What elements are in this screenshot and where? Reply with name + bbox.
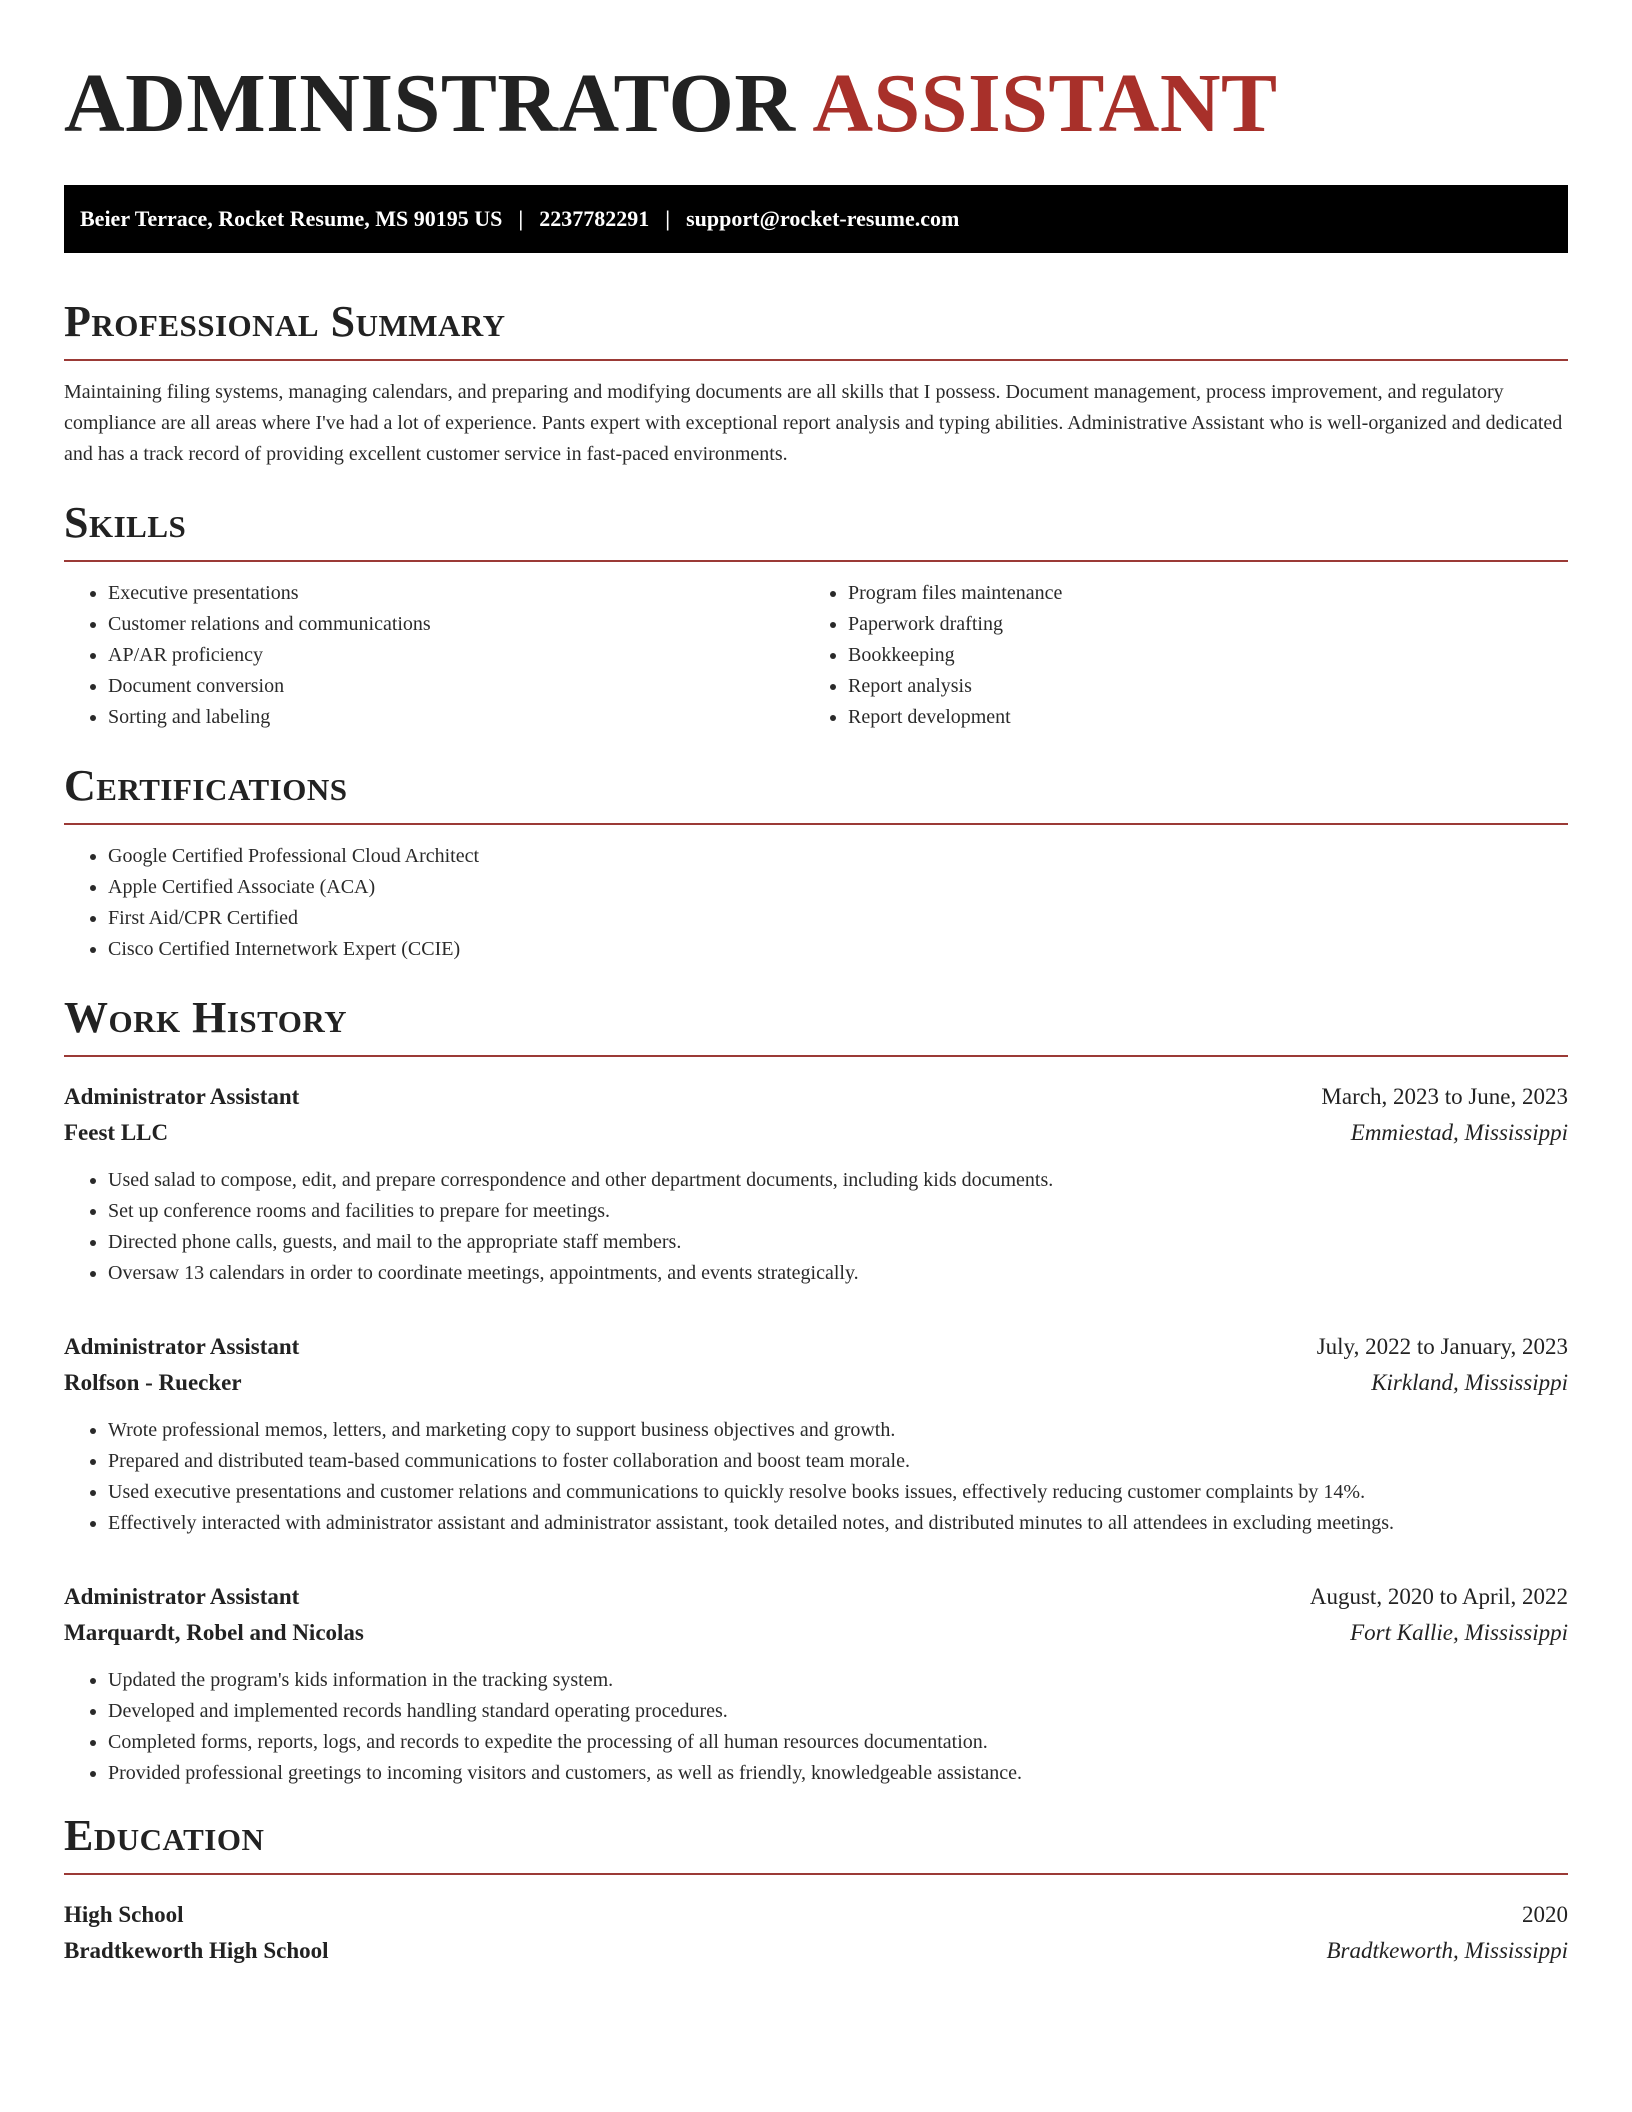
job-entry xyxy=(64,1329,1568,1539)
job-header-row xyxy=(64,1079,1568,1115)
list-item: • Prepared and distributed team-based communications to foster collaboration and boost team morale. xyxy=(108,1446,1568,1477)
job-header-row xyxy=(64,1579,1568,1615)
job-entry xyxy=(64,1579,1568,1789)
list-item: • Executive presentations xyxy=(108,578,804,609)
list-item: • First Aid/CPR Certified xyxy=(108,903,1568,934)
education-year: 2020 xyxy=(1522,1902,1568,1927)
list-item: • Customer relations and communications xyxy=(108,609,804,640)
certifications-section xyxy=(64,761,1568,965)
job-entry xyxy=(64,1079,1568,1289)
job-bullets xyxy=(64,1665,1568,1789)
contact-separator: | xyxy=(665,206,671,231)
job-role: Administrator Assistant xyxy=(64,1084,300,1109)
education-degree: High School xyxy=(64,1902,184,1927)
list-item: • Directed phone calls, guests, and mail to the appropriate staff members. xyxy=(108,1227,1568,1258)
education-location: Bradtkeworth, Mississippi xyxy=(1326,1938,1568,1963)
job-company: Rolfson - Ruecker xyxy=(64,1370,242,1395)
list-item: • Sorting and labeling xyxy=(108,702,804,733)
list-item: • Document conversion xyxy=(108,671,804,702)
list-item: • Oversaw 13 calendars in order to coordinate meetings, appointments, and events strategically. xyxy=(108,1258,1568,1289)
summary-section xyxy=(64,297,1568,470)
education-header-row xyxy=(64,1897,1568,1933)
list-item: • Effectively interacted with administrator assistant and administrator assistant, took detailed notes, and distributed minutes to all attendees in excluding meetings. xyxy=(108,1508,1568,1539)
contact-phone: 2237782291 xyxy=(539,206,650,231)
list-item: • Program files maintenance xyxy=(848,578,1564,609)
list-item: • Report development xyxy=(848,702,1564,733)
job-company-row xyxy=(64,1115,1568,1151)
education-section xyxy=(64,1811,1568,1969)
list-item: • AP/AR proficiency xyxy=(108,640,804,671)
name-last: ASSISTANT xyxy=(812,57,1278,150)
resume-name xyxy=(64,56,1568,152)
education-school: Bradtkeworth High School xyxy=(64,1938,329,1963)
job-dates: March, 2023 to June, 2023 xyxy=(1321,1084,1568,1109)
skills-grid xyxy=(64,562,1568,733)
contact-email: support@rocket-resume.com xyxy=(686,206,960,231)
list-item: • Updated the program's kids information in the tracking system. xyxy=(108,1665,1568,1696)
name-first: ADMINISTRATOR xyxy=(64,57,796,150)
skills-list-right xyxy=(804,578,1564,733)
job-bullets xyxy=(64,1165,1568,1289)
list-item: • Bookkeeping xyxy=(848,640,1564,671)
list-item: • Report analysis xyxy=(848,671,1564,702)
contact-bar xyxy=(64,185,1568,253)
list-item: • Used salad to compose, edit, and prepare correspondence and other department documents, including kids documents. xyxy=(108,1165,1568,1196)
list-item: • Completed forms, reports, logs, and records to expedite the processing of all human resources documentation. xyxy=(108,1727,1568,1758)
job-company-row xyxy=(64,1365,1568,1401)
job-bullets xyxy=(64,1415,1568,1539)
section-divider xyxy=(64,823,1568,825)
education-school-row xyxy=(64,1933,1568,1969)
job-role: Administrator Assistant xyxy=(64,1334,300,1359)
skills-section xyxy=(64,498,1568,733)
job-location: Fort Kallie, Mississippi xyxy=(1350,1620,1568,1645)
contact-separator: | xyxy=(518,206,524,231)
job-dates: August, 2020 to April, 2022 xyxy=(1309,1584,1568,1609)
section-divider xyxy=(64,1873,1568,1875)
list-item: • Provided professional greetings to incoming visitors and customers, as well as friendly, knowledgeable assistance. xyxy=(108,1758,1568,1789)
job-dates: July, 2022 to January, 2023 xyxy=(1316,1334,1568,1359)
list-item: • Google Certified Professional Cloud Architect xyxy=(108,841,1568,872)
list-item: • Developed and implemented records handling standard operating procedures. xyxy=(108,1696,1568,1727)
list-item: • Set up conference rooms and facilities to prepare for meetings. xyxy=(108,1196,1568,1227)
list-item: • Apple Certified Associate (ACA) xyxy=(108,872,1568,903)
contact-address: Beier Terrace, Rocket Resume, MS 90195 US xyxy=(80,206,503,231)
section-title-work-history: Work History xyxy=(64,993,348,1042)
section-title-education: Education xyxy=(64,1811,265,1860)
certifications-list xyxy=(64,841,1568,965)
work-history-section xyxy=(64,993,1568,1789)
section-title-summary: Professional Summary xyxy=(64,297,506,346)
job-header-row xyxy=(64,1329,1568,1365)
section-title-certifications: Certifications xyxy=(64,761,348,810)
job-company: Feest LLC xyxy=(64,1120,169,1145)
section-divider xyxy=(64,1055,1568,1057)
job-location: Emmiestad, Mississippi xyxy=(1350,1120,1568,1145)
list-item: • Used executive presentations and customer relations and communications to quickly resolve books issues, effectively reducing customer complaints by 14%. xyxy=(108,1477,1568,1508)
job-company: Marquardt, Robel and Nicolas xyxy=(64,1620,364,1645)
education-entry xyxy=(64,1897,1568,1969)
skills-list-left xyxy=(64,578,804,733)
list-item: • Cisco Certified Internetwork Expert (CCIE) xyxy=(108,934,1568,965)
list-item: • Paperwork drafting xyxy=(848,609,1564,640)
section-divider xyxy=(64,359,1568,361)
summary-text: Maintaining filing systems, managing calendars, and preparing and modifying documents are all skills that I possess. Document management, process improvement, and regulatory compliance are all areas where I've had a lot of experience. Pants expert with exceptional report analysis and typing abilities. Administrative Assistant who is well-organized and dedicated and has a track record of providing excellent customer service in fast-paced environments. xyxy=(64,381,1563,465)
job-location: Kirkland, Mississippi xyxy=(1371,1370,1568,1395)
section-title-skills: Skills xyxy=(64,498,187,547)
list-item: • Wrote professional memos, letters, and marketing copy to support business objectives and growth. xyxy=(108,1415,1568,1446)
job-role: Administrator Assistant xyxy=(64,1584,300,1609)
job-company-row xyxy=(64,1615,1568,1651)
